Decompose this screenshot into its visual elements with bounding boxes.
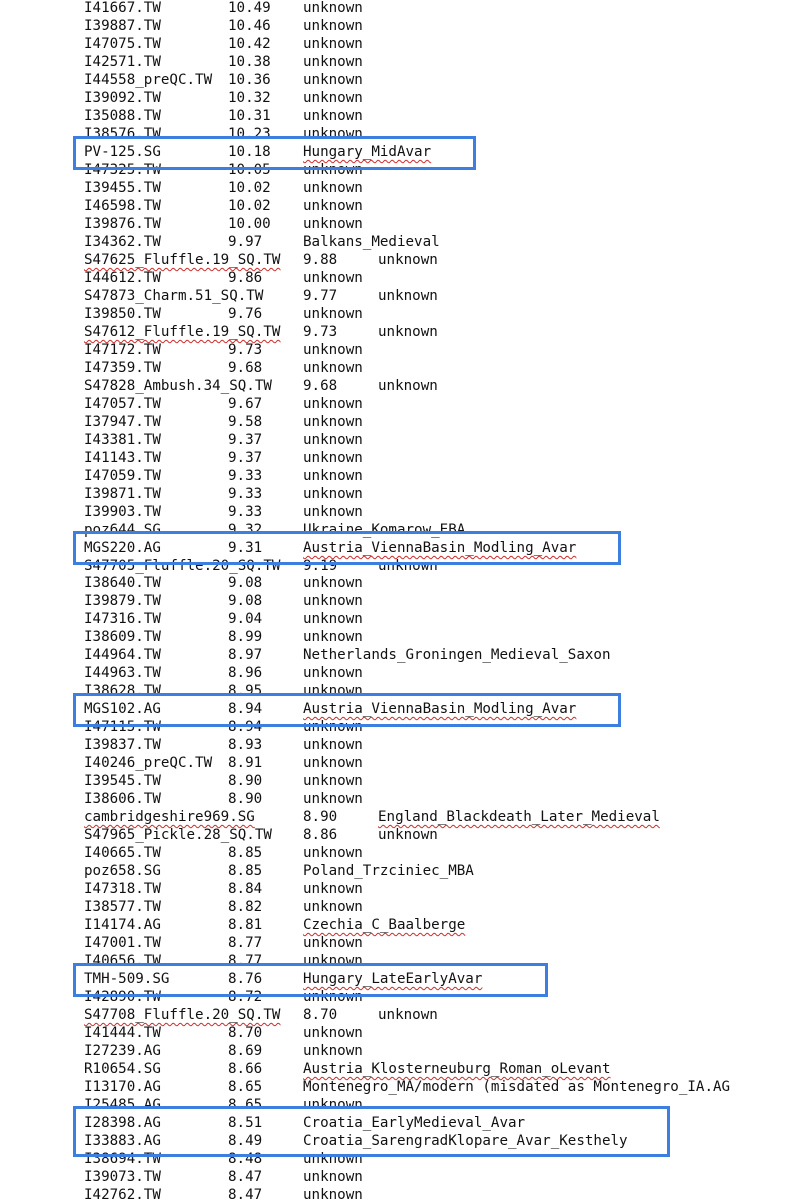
- population-label: unknown: [303, 845, 363, 861]
- population-label: unknown: [303, 486, 363, 502]
- population-label: unknown: [303, 881, 363, 897]
- sample-id: I35088.TW: [84, 108, 161, 124]
- highlight-box: [73, 531, 621, 565]
- population-label: Croatia_EarlyMedieval_Avar: [303, 1115, 526, 1131]
- score-value: 8.48: [228, 1151, 263, 1167]
- sample-id: I13170.AG: [84, 1079, 161, 1095]
- score-value: 9.73: [228, 342, 263, 358]
- score-value: 8.82: [228, 899, 263, 915]
- population-label: England_Blackdeath_Later_Medieval: [378, 809, 660, 825]
- population-label: unknown: [303, 360, 363, 376]
- population-label: unknown: [303, 270, 363, 286]
- score-value: 9.33: [228, 468, 263, 484]
- sample-id: I34362.TW: [84, 234, 161, 250]
- population-label: Czechia_C_Baalberge: [303, 917, 466, 933]
- population-label: unknown: [303, 935, 363, 951]
- highlight-box: [73, 136, 476, 170]
- score-value: 9.31: [228, 540, 263, 556]
- sample-id: PV-125.SG: [84, 144, 161, 160]
- sample-id: I44963.TW: [84, 665, 161, 681]
- population-label: unknown: [303, 504, 363, 520]
- population-label: unknown: [303, 989, 363, 1005]
- population-label: unknown: [303, 755, 363, 771]
- score-value: 9.73: [303, 324, 338, 340]
- sample-id: I47172.TW: [84, 342, 161, 358]
- score-value: 9.32: [228, 522, 263, 538]
- score-value: 9.37: [228, 432, 263, 448]
- sample-id: I39545.TW: [84, 773, 161, 789]
- population-label: Ukraine_Komarow_EBA: [303, 522, 466, 538]
- population-label: unknown: [378, 1007, 438, 1023]
- population-label: unknown: [303, 126, 363, 142]
- score-value: 8.97: [228, 647, 263, 663]
- population-label: unknown: [303, 1043, 363, 1059]
- score-value: 9.67: [228, 396, 263, 412]
- sample-id: I40656.TW: [84, 953, 161, 969]
- sample-id: I37947.TW: [84, 414, 161, 430]
- score-value: 8.77: [228, 935, 263, 951]
- score-value: 10.18: [228, 144, 271, 160]
- score-value: 8.99: [228, 629, 263, 645]
- population-label: unknown: [303, 629, 363, 645]
- sample-id: I44964.TW: [84, 647, 161, 663]
- sample-id: cambridgeshire969.SG: [84, 809, 255, 825]
- score-value: 8.65: [228, 1097, 263, 1113]
- sample-id: I46598.TW: [84, 198, 161, 214]
- sample-id: I41444.TW: [84, 1025, 161, 1041]
- sample-id: I38640.TW: [84, 575, 161, 591]
- population-label: unknown: [303, 108, 363, 124]
- population-label: unknown: [303, 468, 363, 484]
- population-label: Austria_ViennaBasin_Modling_Avar: [303, 540, 577, 556]
- score-value: 10.36: [228, 72, 271, 88]
- score-value: 8.94: [228, 719, 263, 735]
- sample-id: I41667.TW: [84, 0, 161, 16]
- score-value: 10.02: [228, 180, 271, 196]
- score-value: 8.76: [228, 971, 263, 987]
- sample-id: I39092.TW: [84, 90, 161, 106]
- sample-id: I42890.TW: [84, 989, 161, 1005]
- population-label: unknown: [303, 665, 363, 681]
- sample-id: S47708_Fluffle.20_SQ.TW: [84, 1007, 281, 1023]
- population-label: unknown: [378, 324, 438, 340]
- sample-id: I47057.TW: [84, 396, 161, 412]
- population-label: unknown: [303, 1151, 363, 1167]
- population-label: unknown: [303, 1187, 363, 1200]
- population-label: Croatia_SarengradKlopare_Avar_Kesthely: [303, 1133, 628, 1149]
- score-value: 9.86: [228, 270, 263, 286]
- sample-id: R10654.SG: [84, 1061, 161, 1077]
- score-value: 8.85: [228, 845, 263, 861]
- population-label: unknown: [303, 0, 363, 16]
- score-value: 9.97: [228, 234, 263, 250]
- score-value: 10.32: [228, 90, 271, 106]
- sample-id: I33883.AG: [84, 1133, 161, 1149]
- population-label: unknown: [303, 72, 363, 88]
- score-value: 8.49: [228, 1133, 263, 1149]
- score-value: 10.02: [228, 198, 271, 214]
- population-label: unknown: [303, 90, 363, 106]
- population-label: unknown: [303, 54, 363, 70]
- sample-id: I38606.TW: [84, 791, 161, 807]
- score-value: 10.49: [228, 0, 271, 16]
- score-value: 8.66: [228, 1061, 263, 1077]
- population-label: unknown: [303, 953, 363, 969]
- sample-id: I38609.TW: [84, 629, 161, 645]
- sample-id: MGS102.AG: [84, 701, 161, 717]
- sample-id: I39903.TW: [84, 504, 161, 520]
- sample-id: I42762.TW: [84, 1187, 161, 1200]
- population-label: unknown: [303, 342, 363, 358]
- sample-id: I47316.TW: [84, 611, 161, 627]
- sample-id: I28398.AG: [84, 1115, 161, 1131]
- sample-id: S47705_Fluffle.20_SQ.TW: [84, 558, 281, 574]
- score-value: 8.69: [228, 1043, 263, 1059]
- population-label: unknown: [303, 611, 363, 627]
- score-value: 9.68: [228, 360, 263, 376]
- score-value: 9.08: [228, 575, 263, 591]
- sample-id: S47873_Charm.51_SQ.TW: [84, 288, 264, 304]
- sample-id: S47965_Pickle.28_SQ.TW: [84, 827, 272, 843]
- sample-id: I39455.TW: [84, 180, 161, 196]
- population-label: unknown: [303, 36, 363, 52]
- sample-id: I39073.TW: [84, 1169, 161, 1185]
- score-value: 9.37: [228, 450, 263, 466]
- score-value: 8.81: [228, 917, 263, 933]
- score-value: 8.47: [228, 1187, 263, 1200]
- score-value: 8.51: [228, 1115, 263, 1131]
- population-label: Balkans_Medieval: [303, 234, 440, 250]
- score-value: 8.70: [228, 1025, 263, 1041]
- score-value: 10.31: [228, 108, 271, 124]
- score-value: 10.42: [228, 36, 271, 52]
- population-label: unknown: [378, 378, 438, 394]
- highlight-box: [73, 963, 548, 997]
- population-label: Netherlands_Groningen_Medieval_Saxon: [303, 647, 611, 663]
- population-label: unknown: [303, 1169, 363, 1185]
- sample-id: I47115.TW: [84, 719, 161, 735]
- sample-id: I38577.TW: [84, 899, 161, 915]
- population-label: unknown: [303, 683, 363, 699]
- sample-id: I47318.TW: [84, 881, 161, 897]
- sample-id: I25485.AG: [84, 1097, 161, 1113]
- population-label: unknown: [303, 432, 363, 448]
- score-value: 8.96: [228, 665, 263, 681]
- score-value: 9.04: [228, 611, 263, 627]
- sample-id: I39871.TW: [84, 486, 161, 502]
- sample-id: I40665.TW: [84, 845, 161, 861]
- score-value: 8.85: [228, 863, 263, 879]
- population-label: unknown: [303, 719, 363, 735]
- score-value: 9.33: [228, 486, 263, 502]
- population-label: unknown: [303, 18, 363, 34]
- score-value: 8.84: [228, 881, 263, 897]
- population-label: unknown: [303, 1097, 363, 1113]
- sample-id: I39876.TW: [84, 216, 161, 232]
- score-value: 9.77: [303, 288, 338, 304]
- sample-id: poz644.SG: [84, 522, 161, 538]
- population-label: unknown: [378, 558, 438, 574]
- population-label: unknown: [303, 198, 363, 214]
- score-value: 9.76: [228, 306, 263, 322]
- sample-id: I38576.TW: [84, 126, 161, 142]
- score-value: 8.70: [303, 1007, 338, 1023]
- score-value: 9.08: [228, 593, 263, 609]
- population-label: unknown: [303, 162, 363, 178]
- sample-id: MGS220.AG: [84, 540, 161, 556]
- population-label: unknown: [303, 593, 363, 609]
- sample-id: I42571.TW: [84, 54, 161, 70]
- sample-id: I44558_preQC.TW: [84, 72, 213, 88]
- sample-id: I38694.TW: [84, 1151, 161, 1167]
- score-value: 8.47: [228, 1169, 263, 1185]
- population-label: unknown: [303, 306, 363, 322]
- sample-id: I14174.AG: [84, 917, 161, 933]
- score-value: 9.19: [303, 558, 338, 574]
- score-value: 8.77: [228, 953, 263, 969]
- score-value: 10.00: [228, 216, 271, 232]
- score-value: 10.23: [228, 126, 271, 142]
- population-label: Montenegro_MA/modern (misdated as Montenegro_IA.AG: [303, 1079, 731, 1095]
- score-value: 8.65: [228, 1079, 263, 1095]
- sample-id: I39850.TW: [84, 306, 161, 322]
- population-label: unknown: [303, 216, 363, 232]
- sample-id: S47612_Fluffle.19_SQ.TW: [84, 324, 281, 340]
- sample-id: I47359.TW: [84, 360, 161, 376]
- sample-id: I39879.TW: [84, 593, 161, 609]
- population-label: Poland_Trzciniec_MBA: [303, 863, 474, 879]
- score-value: 8.86: [303, 827, 338, 843]
- score-value: 8.91: [228, 755, 263, 771]
- population-label: unknown: [378, 252, 438, 268]
- sample-id: I27239.AG: [84, 1043, 161, 1059]
- score-value: 8.95: [228, 683, 263, 699]
- population-label: unknown: [303, 791, 363, 807]
- sample-id: S47828_Ambush.34_SQ.TW: [84, 378, 272, 394]
- population-label: unknown: [303, 180, 363, 196]
- population-label: unknown: [378, 288, 438, 304]
- score-value: 10.05: [228, 162, 271, 178]
- population-label: unknown: [378, 827, 438, 843]
- population-label: Austria_ViennaBasin_Modling_Avar: [303, 701, 577, 717]
- population-label: unknown: [303, 414, 363, 430]
- score-value: 8.90: [228, 791, 263, 807]
- score-value: 8.94: [228, 701, 263, 717]
- score-value: 8.72: [228, 989, 263, 1005]
- population-label: unknown: [303, 737, 363, 753]
- highlight-box: [73, 693, 621, 727]
- population-label: unknown: [303, 450, 363, 466]
- sample-id: poz658.SG: [84, 863, 161, 879]
- score-value: 9.88: [303, 252, 338, 268]
- sample-id: TMH-509.SG: [84, 971, 170, 987]
- score-value: 10.46: [228, 18, 271, 34]
- score-value: 9.68: [303, 378, 338, 394]
- population-label: unknown: [303, 1025, 363, 1041]
- sample-id: I39837.TW: [84, 737, 161, 753]
- score-value: 10.38: [228, 54, 271, 70]
- population-label: unknown: [303, 575, 363, 591]
- score-value: 8.93: [228, 737, 263, 753]
- population-label: Hungary_LateEarlyAvar: [303, 971, 483, 987]
- population-label: unknown: [303, 899, 363, 915]
- population-label: unknown: [303, 773, 363, 789]
- sample-id: I47001.TW: [84, 935, 161, 951]
- sample-id: I47325.TW: [84, 162, 161, 178]
- sample-id: I39887.TW: [84, 18, 161, 34]
- score-value: 9.58: [228, 414, 263, 430]
- score-value: 8.90: [228, 773, 263, 789]
- sample-id: I47075.TW: [84, 36, 161, 52]
- sample-id: I47059.TW: [84, 468, 161, 484]
- sample-id: S47625_Fluffle.19_SQ.TW: [84, 252, 281, 268]
- score-value: 8.90: [303, 809, 338, 825]
- score-value: 9.33: [228, 504, 263, 520]
- sample-id: I41143.TW: [84, 450, 161, 466]
- highlight-box: [73, 1106, 670, 1157]
- population-label: Austria_Klosterneuburg_Roman_oLevant: [303, 1061, 611, 1077]
- sample-id: I43381.TW: [84, 432, 161, 448]
- sample-id: I40246_preQC.TW: [84, 755, 213, 771]
- population-label: Hungary_MidAvar: [303, 144, 432, 160]
- sample-id: I44612.TW: [84, 270, 161, 286]
- sample-id: I38628.TW: [84, 683, 161, 699]
- population-label: unknown: [303, 396, 363, 412]
